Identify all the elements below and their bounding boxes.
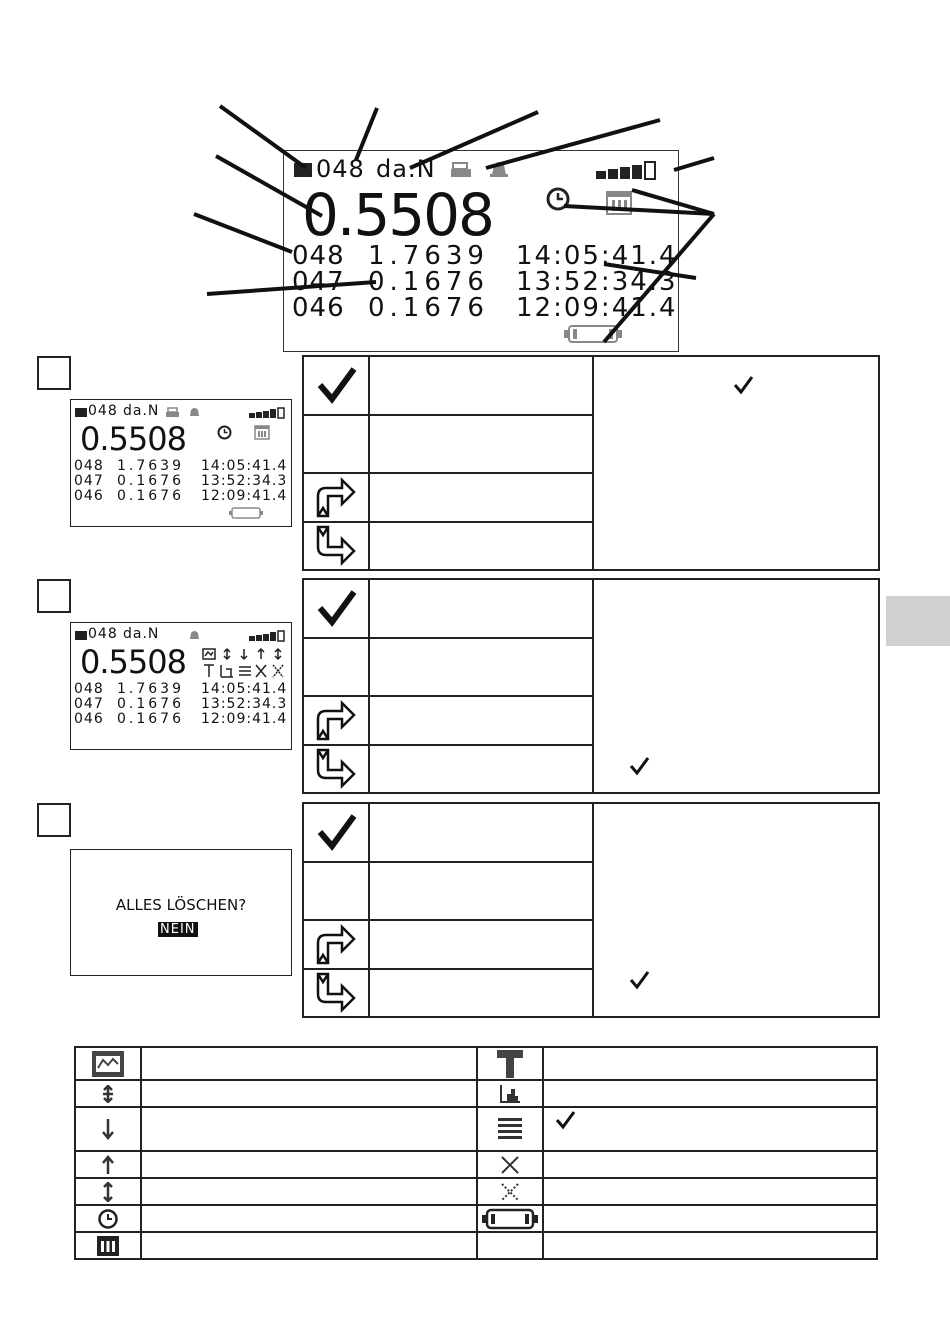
legend-desc-cell [543, 1080, 877, 1107]
step-notes-cell [593, 356, 879, 570]
step-2-marker [37, 579, 71, 613]
row-value: 0.1676 [117, 711, 184, 727]
check-icon[interactable] [304, 588, 368, 628]
signal-bars-icon [249, 630, 289, 642]
screen3-lcd [70, 849, 292, 976]
row-value: 0.1676 [117, 473, 184, 489]
step-action-cell [303, 920, 369, 968]
legend-icon-cell [477, 1205, 543, 1232]
row-time: 13:52:34.3 [516, 267, 678, 297]
bar-chart-icon [478, 1084, 542, 1104]
step-action-cell [303, 473, 369, 521]
step-desc-cell [369, 920, 593, 968]
dotted-cross-icon [478, 1181, 542, 1203]
icon-legend-table [74, 1046, 878, 1260]
step-3-marker [37, 803, 71, 837]
legend-desc-cell [141, 1205, 477, 1232]
check-icon [554, 1110, 876, 1130]
legend-desc-cell [141, 1151, 477, 1178]
legend-icon-cell [477, 1080, 543, 1107]
step-desc-cell [369, 638, 593, 697]
step-action-cell [303, 638, 369, 697]
cross-icon [478, 1154, 542, 1176]
row-no: 047 [292, 267, 345, 297]
double-arrow-alt-icon [76, 1182, 140, 1202]
clock-icon [217, 425, 232, 440]
step-action-cell [303, 803, 369, 862]
lcd-main-value: 0.5508 [302, 181, 493, 249]
legend-desc-cell [141, 1047, 477, 1080]
row-value: 0.1676 [368, 267, 489, 297]
legend-desc-cell [141, 1232, 477, 1259]
check-icon [628, 756, 650, 776]
step-action-cell [303, 862, 369, 921]
row-value: 0.1676 [117, 488, 184, 504]
row-time: 14:05:41.4 [516, 241, 678, 271]
legend-icon-cell [75, 1080, 141, 1107]
memory-icon [254, 425, 270, 440]
step-desc-cell [369, 415, 593, 474]
legend-icon-cell [477, 1178, 543, 1205]
lcd-unit: da.N [376, 155, 436, 183]
legend-icon-cell [75, 1232, 141, 1259]
step-3-table [302, 802, 880, 1018]
row-no: 048 [74, 681, 104, 697]
row-no: 047 [74, 696, 104, 712]
step-action-cell [303, 579, 369, 638]
step-notes-cell [593, 803, 879, 1017]
t-icon [478, 1049, 542, 1079]
step-2-table [302, 578, 880, 794]
arrow-down-right-icon[interactable] [304, 972, 368, 1014]
double-arrow-icon [76, 1085, 140, 1103]
lcd-header-icon [75, 631, 87, 640]
legend-icon-cell [75, 1151, 141, 1178]
step-action-cell [303, 356, 369, 415]
row-time: 14:05:41.4 [201, 681, 288, 697]
row-no: 046 [74, 488, 104, 504]
step-desc-cell [369, 745, 593, 793]
row-time: 14:05:41.4 [201, 458, 288, 474]
section-tab [886, 596, 950, 646]
row-time: 12:09:41.4 [516, 293, 678, 323]
legend-icon-cell [477, 1232, 543, 1259]
screen2-lcd [70, 622, 292, 750]
legend-icon-cell [75, 1107, 141, 1151]
screen1-lcd [70, 399, 292, 527]
step-action-cell [303, 969, 369, 1017]
clock-icon [76, 1208, 140, 1230]
step-1-table [302, 355, 880, 571]
legend-desc-cell [543, 1107, 877, 1151]
legend-icon-cell [75, 1047, 141, 1080]
legend-icon-cell [75, 1178, 141, 1205]
row-value: 0.1676 [368, 293, 489, 323]
arrow-down-right-icon[interactable] [304, 748, 368, 790]
step-desc-cell [369, 969, 593, 1017]
check-icon[interactable] [304, 365, 368, 405]
lcd-channel: 048 [316, 155, 365, 183]
step-desc-cell [369, 696, 593, 744]
answer-no-button[interactable]: NEIN [160, 922, 196, 937]
legend-icon-cell [75, 1205, 141, 1232]
arrow-up-right-icon[interactable] [304, 476, 368, 518]
bell-icon [188, 629, 201, 641]
step-action-cell [303, 745, 369, 793]
step-action-cell [303, 696, 369, 744]
arrow-down-icon [76, 1118, 140, 1140]
lcd-unit: da.N [123, 626, 160, 642]
legend-desc-cell [141, 1107, 477, 1151]
legend-desc-cell [543, 1047, 877, 1080]
step-desc-cell [369, 356, 593, 415]
row-time: 12:09:41.4 [201, 488, 288, 504]
arrow-up-icon [76, 1155, 140, 1175]
arrow-down-right-icon[interactable] [304, 525, 368, 567]
legend-icon-cell [477, 1151, 543, 1178]
step-notes-cell [593, 579, 879, 793]
step-desc-cell [369, 522, 593, 570]
row-value: 1.7639 [117, 681, 184, 697]
printer-icon [166, 407, 180, 418]
step-action-cell [303, 522, 369, 570]
lines-icon [478, 1117, 542, 1141]
legend-icon-cell [477, 1107, 543, 1151]
row-no: 046 [74, 711, 104, 727]
legend-desc-cell [543, 1205, 877, 1232]
callout-lines [0, 0, 950, 360]
bell-icon [188, 406, 201, 418]
check-icon [628, 970, 650, 990]
delete-question: ALLES LÖSCHEN? [115, 896, 247, 914]
lcd-channel: 048 [88, 403, 118, 419]
row-time: 13:52:34.3 [201, 473, 288, 489]
lcd-header-icon [75, 408, 87, 417]
row-time: 13:52:34.3 [201, 696, 288, 712]
row-no: 046 [292, 293, 345, 323]
battery-icon [229, 506, 265, 520]
legend-icon-cell [477, 1047, 543, 1080]
step-desc-cell [369, 862, 593, 921]
check-icon[interactable] [304, 812, 368, 852]
lcd-channel: 048 [88, 626, 118, 642]
arrow-up-right-icon[interactable] [304, 699, 368, 741]
legend-desc-cell [141, 1080, 477, 1107]
row-no: 047 [74, 473, 104, 489]
legend-desc-cell [141, 1178, 477, 1205]
step-action-cell [303, 415, 369, 474]
lcd-unit: da.N [123, 403, 160, 419]
step-desc-cell [369, 803, 593, 862]
legend-desc-cell [543, 1151, 877, 1178]
memory-icon [76, 1235, 140, 1257]
battery-icon [478, 1208, 542, 1230]
check-icon [732, 375, 754, 395]
row-value: 0.1676 [117, 696, 184, 712]
legend-desc-cell [543, 1232, 877, 1259]
row-no: 048 [292, 241, 345, 271]
lcd-main-value: 0.5508 [80, 420, 186, 458]
step-desc-cell [369, 473, 593, 521]
mode-icons-grid [201, 647, 291, 679]
signal-bars-icon [249, 407, 289, 419]
row-time: 12:09:41.4 [201, 711, 288, 727]
row-no: 048 [74, 458, 104, 474]
legend-desc-cell [543, 1178, 877, 1205]
graph-icon [76, 1050, 140, 1078]
arrow-up-right-icon[interactable] [304, 923, 368, 965]
step-desc-cell [369, 579, 593, 638]
row-value: 1.7639 [368, 241, 489, 271]
lcd-main-value: 0.5508 [80, 643, 186, 681]
row-value: 1.7639 [117, 458, 184, 474]
step-1-marker [37, 356, 71, 390]
